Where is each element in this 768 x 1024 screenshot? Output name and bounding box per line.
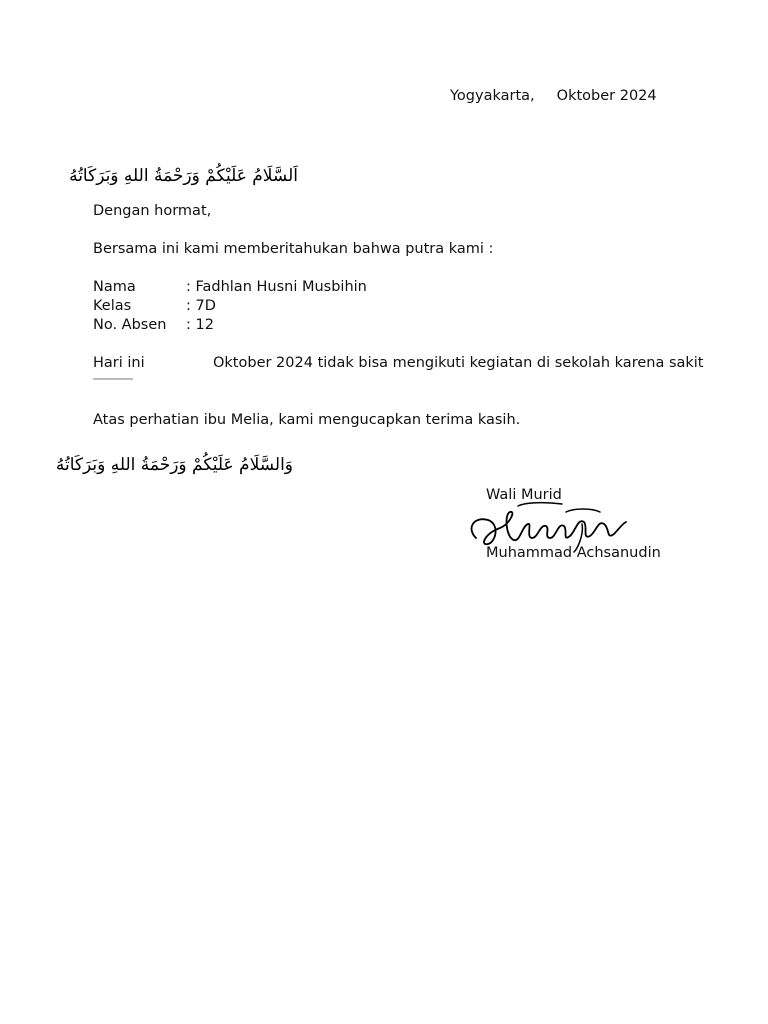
student-name-row — [93, 278, 367, 297]
opening-salam: اَلسَّلَامُ عَلَيْكُمْ وَرَحْمَةُ اللهِ وَبَرَكَاتُهُ — [69, 166, 298, 186]
absence-prefix: Hari ini — [93, 355, 145, 371]
student-number-label: No. Absen — [93, 317, 167, 333]
student-class-value: : 7D — [186, 298, 216, 314]
student-name-value: : Fadhlan Husni Musbihin — [186, 279, 367, 295]
student-class-row — [93, 297, 216, 316]
letter-date — [450, 87, 657, 106]
signer-name: Muhammad Achsanudin — [486, 545, 661, 561]
greeting: Dengan hormat, — [93, 203, 212, 219]
student-class-label: Kelas — [93, 298, 132, 314]
student-name-label: Nama — [93, 279, 136, 295]
date-month-year: Oktober 2024 — [556, 88, 657, 104]
thanks-sentence: Atas perhatian ibu Melia, kami mengucapkan terima kasih. — [93, 412, 521, 428]
absence-statement: Oktober 2024 tidak bisa mengikuti kegiatan di sekolah karena sakit — [213, 355, 704, 371]
student-number-value: : 12 — [186, 317, 214, 333]
clipped-text-line — [93, 376, 143, 382]
intro-sentence: Bersama ini kami memberitahukan bahwa putra kami : — [93, 241, 494, 257]
date-place: Yogyakarta, — [450, 88, 535, 104]
closing-salam: وَالسَّلَامُ عَلَيْكُمْ وَرَحْمَةُ اللهِ وَبَرَكَاتُهُ — [55, 455, 293, 475]
student-number-row — [93, 316, 214, 335]
signature-role: Wali Murid — [486, 487, 562, 503]
